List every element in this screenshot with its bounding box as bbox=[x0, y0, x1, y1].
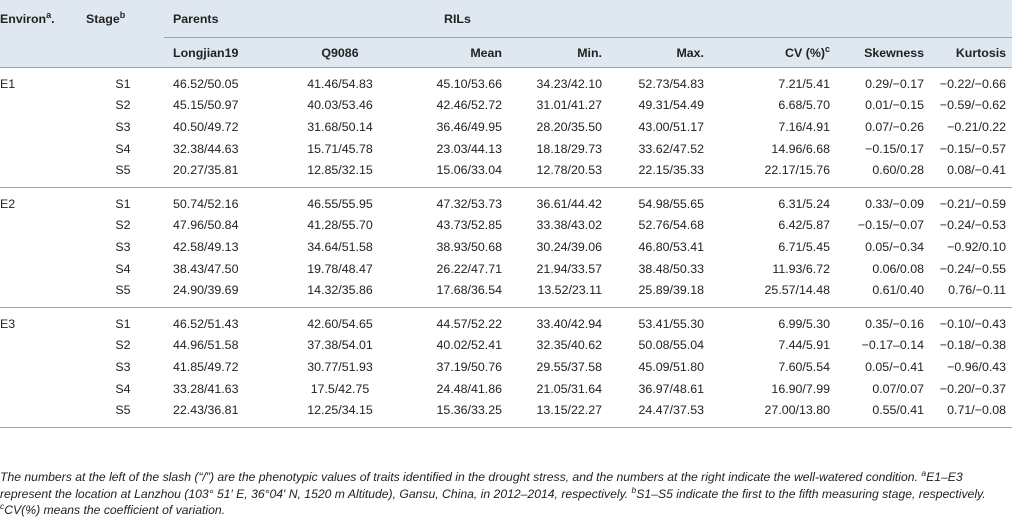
cell-skewness: 0.01/−0.15 bbox=[865, 98, 924, 113]
footnote-a-marker: a bbox=[921, 467, 927, 478]
cell-stage: S2 bbox=[115, 98, 131, 113]
q9086-header: Q9086 bbox=[286, 38, 394, 68]
skewness-header: Skewness bbox=[844, 38, 934, 68]
cell-mean: 15.06/33.04 bbox=[436, 163, 502, 178]
cell-kurtosis: −0.96/0.43 bbox=[947, 359, 1007, 374]
cell-longjian: 32.38/44.63 bbox=[173, 141, 239, 156]
table-row bbox=[0, 159, 1012, 187]
footnote-b: S1–S5 indicate the first to the fifth measuring stage, respectively. bbox=[636, 486, 986, 501]
cell-longjian: 46.52/51.43 bbox=[164, 307, 286, 334]
header-row-2 bbox=[0, 38, 1012, 68]
cell-cv: 6.31/5.24 bbox=[736, 187, 844, 214]
table-row bbox=[0, 258, 1012, 280]
cell-max: 22.15/35.33 bbox=[638, 163, 704, 178]
cell-max: 43.00/51.17 bbox=[638, 119, 704, 134]
cell-longjian: 33.28/41.63 bbox=[173, 381, 239, 396]
cell-q9086: 19.78/48.47 bbox=[307, 261, 373, 276]
cell-max: 50.08/55.04 bbox=[638, 338, 704, 353]
cell-cv: 6.42/5.87 bbox=[778, 218, 830, 233]
cell-cv: 7.21/5.41 bbox=[736, 68, 844, 95]
cell-q9086: 31.68/50.14 bbox=[307, 119, 373, 134]
table-row bbox=[0, 378, 1012, 400]
cell-q9086: 15.71/45.78 bbox=[307, 141, 373, 156]
environ-empty bbox=[0, 279, 82, 307]
table-row bbox=[0, 356, 1012, 378]
environ-empty bbox=[0, 356, 82, 378]
cell-skewness: 0.60/0.28 bbox=[872, 163, 924, 178]
cell-q9086: 37.38/54.01 bbox=[307, 338, 373, 353]
cell-min: 13.15/22.27 bbox=[516, 399, 618, 427]
cell-kurtosis: 0.08/−0.41 bbox=[947, 163, 1007, 178]
cell-stage: S5 bbox=[115, 163, 131, 178]
cell-cv: 7.44/5.91 bbox=[778, 338, 830, 353]
cell-cv: 6.99/5.30 bbox=[736, 307, 844, 334]
cell-cv: 14.96/6.68 bbox=[771, 141, 830, 156]
cell-min: 32.35/40.62 bbox=[536, 338, 602, 353]
table-row bbox=[0, 307, 1012, 334]
footnote-b-marker: b bbox=[631, 484, 637, 495]
cell-max: 24.47/37.53 bbox=[618, 399, 736, 427]
footnote-c: CV(%) means the coefficient of variation. bbox=[4, 503, 226, 517]
cell-mean: 43.73/52.85 bbox=[436, 218, 502, 233]
cell-stage: S2 bbox=[115, 338, 131, 353]
cell-min: 29.55/37.58 bbox=[536, 359, 602, 374]
cell-stage: S2 bbox=[115, 218, 131, 233]
cell-max: 38.48/50.33 bbox=[638, 261, 704, 276]
cell-skewness: 0.29/−0.17 bbox=[844, 68, 934, 95]
table-row bbox=[0, 215, 1012, 237]
cell-stage: S1 bbox=[82, 187, 164, 214]
cell-cv: 27.00/13.80 bbox=[736, 399, 844, 427]
table-footnotes bbox=[0, 469, 1008, 519]
cell-stage: S5 bbox=[82, 399, 164, 427]
cell-stage: S3 bbox=[115, 239, 131, 254]
blank-header-1 bbox=[0, 38, 82, 68]
cell-min: 30.24/39.06 bbox=[536, 239, 602, 254]
cell-min: 12.78/20.53 bbox=[536, 163, 602, 178]
cell-min: 18.18/29.73 bbox=[536, 141, 602, 156]
cell-max: 49.31/54.49 bbox=[638, 98, 704, 113]
cell-mean: 23.03/44.13 bbox=[436, 141, 502, 156]
environ-header: Environ$^a$. bbox=[0, 9, 55, 26]
cell-q9086: 40.03/53.46 bbox=[307, 98, 373, 113]
footnote-slash: The numbers at the left of the slash (“/”) are the phenotypic values of traits identified in the drought stress, and the numbers at the right indicate the well-watered condition. bbox=[0, 470, 922, 484]
environ-empty bbox=[0, 258, 82, 280]
cell-kurtosis: 0.71/−0.08 bbox=[934, 399, 1012, 427]
environ-empty bbox=[0, 116, 82, 138]
environ-empty bbox=[0, 95, 82, 117]
cell-cv: 7.16/4.91 bbox=[778, 119, 830, 134]
cell-skewness: 0.35/−0.16 bbox=[844, 307, 934, 334]
cell-skewness: −0.17–0.14 bbox=[861, 338, 924, 353]
cell-min: 34.23/42.10 bbox=[516, 68, 618, 95]
environ-empty bbox=[0, 399, 82, 427]
min-header: Min. bbox=[516, 38, 618, 68]
cell-q9086: 41.46/54.83 bbox=[286, 68, 394, 95]
environ-label: E1 bbox=[0, 68, 82, 95]
cell-q9086: 12.25/34.15 bbox=[286, 399, 394, 427]
rils-header: RILs bbox=[444, 11, 471, 26]
header-row-1 bbox=[0, 0, 1012, 38]
cell-stage: S3 bbox=[115, 359, 131, 374]
cell-longjian: 38.43/47.50 bbox=[173, 261, 239, 276]
cell-min: 31.01/41.27 bbox=[536, 98, 602, 113]
cell-kurtosis: −0.59/−0.62 bbox=[939, 98, 1007, 113]
cell-kurtosis: −0.24/−0.53 bbox=[939, 218, 1007, 233]
kurtosis-header: Kurtosis bbox=[934, 38, 1012, 68]
cell-stage: S3 bbox=[115, 119, 131, 134]
cell-mean: 26.22/47.71 bbox=[436, 261, 502, 276]
cell-mean: 38.93/50.68 bbox=[436, 239, 502, 254]
cell-stage: S4 bbox=[115, 261, 131, 276]
cell-longjian: 45.15/50.97 bbox=[173, 98, 239, 113]
cell-mean: 15.36/33.25 bbox=[394, 399, 516, 427]
cell-kurtosis: −0.21/0.22 bbox=[947, 119, 1007, 134]
cell-min: 33.38/43.02 bbox=[536, 218, 602, 233]
cell-skewness: 0.07/0.07 bbox=[872, 381, 924, 396]
cell-max: 33.62/47.52 bbox=[638, 141, 704, 156]
cell-kurtosis: −0.10/−0.43 bbox=[934, 307, 1012, 334]
cell-max: 45.09/51.80 bbox=[638, 359, 704, 374]
cell-longjian: 46.52/50.05 bbox=[164, 68, 286, 95]
cell-mean: 42.46/52.72 bbox=[436, 98, 502, 113]
cell-q9086: 42.60/54.65 bbox=[286, 307, 394, 334]
environ-empty bbox=[0, 215, 82, 237]
cell-min: 28.20/35.50 bbox=[536, 119, 602, 134]
cell-longjian: 42.58/49.13 bbox=[173, 239, 239, 254]
cell-max: 36.97/48.61 bbox=[638, 381, 704, 396]
environ-empty bbox=[0, 335, 82, 357]
cell-cv: 25.57/14.48 bbox=[764, 283, 830, 298]
cell-mean: 36.46/49.95 bbox=[436, 119, 502, 134]
cell-kurtosis: 0.76/−0.11 bbox=[948, 283, 1007, 298]
cell-q9086: 14.32/35.86 bbox=[307, 283, 373, 298]
cell-max: 25.89/39.18 bbox=[638, 283, 704, 298]
cell-cv: 6.68/5.70 bbox=[778, 98, 830, 113]
cell-kurtosis: −0.18/−0.38 bbox=[939, 338, 1007, 353]
cell-cv: 7.60/5.54 bbox=[778, 359, 830, 374]
table-row bbox=[0, 236, 1012, 258]
cell-stage: S1 bbox=[82, 307, 164, 334]
environ-empty bbox=[0, 236, 82, 258]
cell-skewness: −0.15/0.17 bbox=[865, 141, 924, 156]
cell-longjian: 50.74/52.16 bbox=[164, 187, 286, 214]
blank-header-2 bbox=[82, 38, 164, 68]
cell-q9086: 17.5/42.75 bbox=[310, 381, 370, 396]
table-row bbox=[0, 399, 1012, 427]
cell-skewness: 0.07/−0.26 bbox=[865, 119, 924, 134]
table-body bbox=[0, 68, 1012, 428]
footnote-a: E1–E3 represent the location at Lanzhou (103° 51′ E, 36°04′ N, 1520 m Altitude), Gansu, China, in 2012–2014, respectively. bbox=[0, 470, 963, 501]
cell-mean: 47.32/53.73 bbox=[394, 187, 516, 214]
cell-skewness: −0.15/−0.07 bbox=[857, 218, 924, 233]
cell-cv: 11.93/6.72 bbox=[772, 261, 830, 276]
cell-kurtosis: −0.20/−0.37 bbox=[939, 381, 1007, 396]
cell-q9086: 46.55/55.95 bbox=[286, 187, 394, 214]
cell-q9086: 41.28/55.70 bbox=[307, 218, 373, 233]
cell-kurtosis: −0.15/−0.57 bbox=[939, 141, 1007, 156]
cell-skewness: 0.06/0.08 bbox=[872, 261, 924, 276]
footnote-c-marker: c bbox=[0, 500, 5, 511]
cell-q9086: 30.77/51.93 bbox=[307, 359, 373, 374]
table-row bbox=[0, 95, 1012, 117]
table-row bbox=[0, 187, 1012, 214]
cell-cv: 6.71/5.45 bbox=[778, 239, 830, 254]
parents-header: Parents bbox=[173, 11, 219, 26]
cell-longjian: 44.96/51.58 bbox=[173, 338, 239, 353]
cell-max: 46.80/53.41 bbox=[638, 239, 704, 254]
cell-mean: 45.10/53.66 bbox=[394, 68, 516, 95]
cell-q9086: 34.64/51.58 bbox=[307, 239, 373, 254]
cell-kurtosis: −0.21/−0.59 bbox=[934, 187, 1012, 214]
cell-skewness: 0.33/−0.09 bbox=[844, 187, 934, 214]
stage-header: Stage$^b$ bbox=[86, 9, 126, 26]
mean-header: Mean bbox=[394, 38, 516, 68]
cell-skewness: 0.61/0.40 bbox=[872, 283, 924, 298]
environ-empty bbox=[0, 159, 82, 187]
cell-longjian: 40.50/49.72 bbox=[173, 119, 239, 134]
cell-longjian: 47.96/50.84 bbox=[173, 218, 239, 233]
cell-mean: 40.02/52.41 bbox=[436, 338, 502, 353]
cell-mean: 37.19/50.76 bbox=[436, 359, 502, 374]
environ-label: E2 bbox=[0, 187, 82, 214]
cell-stage: S4 bbox=[115, 141, 131, 156]
cell-stage: S1 bbox=[82, 68, 164, 95]
cell-stage: S5 bbox=[115, 283, 131, 298]
cell-kurtosis: −0.24/−0.55 bbox=[939, 261, 1007, 276]
cell-skewness: 0.05/−0.41 bbox=[865, 359, 924, 374]
environ-empty bbox=[0, 138, 82, 160]
cell-stage: S4 bbox=[115, 381, 131, 396]
max-header: Max. bbox=[618, 38, 736, 68]
cell-min: 36.61/44.42 bbox=[516, 187, 618, 214]
cv-header: CV (%)$^c$ bbox=[736, 38, 844, 68]
cell-min: 21.05/31.64 bbox=[536, 381, 602, 396]
environ-empty bbox=[0, 378, 82, 400]
cell-longjian: 24.90/39.69 bbox=[173, 283, 239, 298]
environ-label: E3 bbox=[0, 307, 82, 334]
cell-cv: 22.17/15.76 bbox=[764, 163, 830, 178]
longjian-header: Longjian19 bbox=[164, 38, 286, 68]
table-row bbox=[0, 138, 1012, 160]
cell-longjian: 20.27/35.81 bbox=[173, 163, 239, 178]
table-row bbox=[0, 116, 1012, 138]
cell-longjian: 41.85/49.72 bbox=[173, 359, 239, 374]
cell-max: 52.76/54.68 bbox=[638, 218, 704, 233]
cell-longjian: 22.43/36.81 bbox=[164, 399, 286, 427]
cell-mean: 44.57/52.22 bbox=[394, 307, 516, 334]
cell-mean: 17.68/36.54 bbox=[436, 283, 502, 298]
cell-min: 33.40/42.94 bbox=[516, 307, 618, 334]
cell-min: 21.94/33.57 bbox=[536, 261, 602, 276]
cell-mean: 24.48/41.86 bbox=[436, 381, 502, 396]
cell-q9086: 12.85/32.15 bbox=[307, 163, 373, 178]
cell-kurtosis: −0.92/0.10 bbox=[947, 239, 1007, 254]
cell-skewness: 0.55/0.41 bbox=[844, 399, 934, 427]
cell-min: 13.52/23.11 bbox=[537, 283, 602, 298]
cell-max: 54.98/55.65 bbox=[618, 187, 736, 214]
table-row bbox=[0, 68, 1012, 95]
cell-cv: 16.90/7.99 bbox=[771, 381, 830, 396]
table-row bbox=[0, 335, 1012, 357]
cell-skewness: 0.05/−0.34 bbox=[865, 239, 924, 254]
cell-max: 53.41/55.30 bbox=[618, 307, 736, 334]
table-row bbox=[0, 279, 1012, 307]
cell-kurtosis: −0.22/−0.66 bbox=[934, 68, 1012, 95]
cell-max: 52.73/54.83 bbox=[618, 68, 736, 95]
